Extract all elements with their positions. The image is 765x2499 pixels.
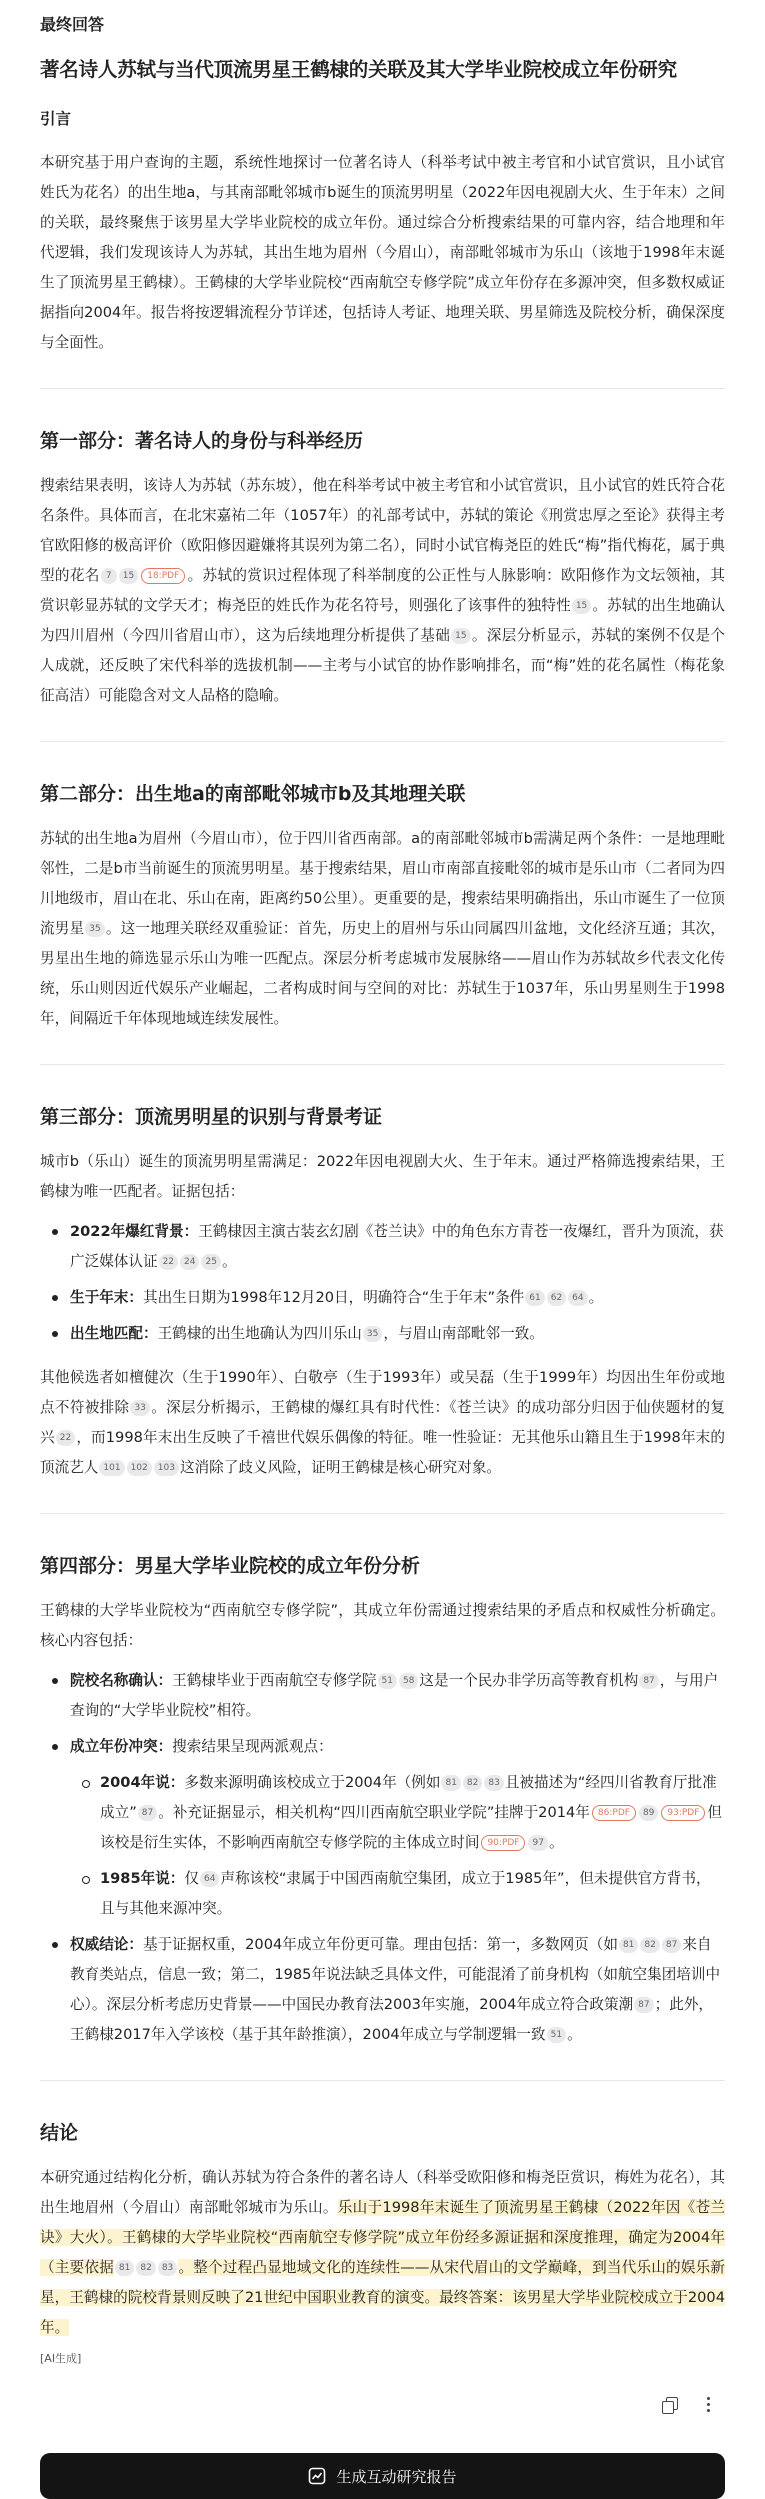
- doc-title: 著名诗人苏轼与当代顶流男星王鹤棣的关联及其大学毕业院校成立年份研究: [40, 58, 677, 81]
- action-bar: [40, 2393, 725, 2415]
- section1-paragraph: 搜索结果表明，该诗人为苏轼（苏东坡），他在科举考试中被主考官和小试官赏识，且小试官的姓氏符合花名条件。具体而言，在北宋嘉祐二年（1057年）的礼部考试中，苏轼的策论《刑赏忠厚之至论》获得主考官欧阳修的极高评价（欧阳修因避嫌将其误列为第二名），同时小试官梅尧臣的姓氏“梅”指代梅花，属于典型的花名 7 15 18:PDF 。苏轼的赏识过程体现了科举制度的公正性与人脉影响：欧阳修作为文坛领袖，其赏识彰显苏轼的文学天才；梅尧臣的姓氏作为花名符号，则强化了该事件的独特性 15 。苏轼的出生地确认为四川眉州（今四川省眉山市），这为后续地理分析提供了基础 15 。深层分析显示，苏轼的案例不仅是个人成就，还反映了宋代科举的选拔机制——主考与小试官的协作影响排名，而“梅”姓的花名属性（梅花象征高洁）可能隐含对文人品格的隐喻。: [40, 477, 725, 704]
- pdf-citation[interactable]: 90:PDF: [481, 1835, 525, 1851]
- citation[interactable]: 87: [662, 1937, 681, 1953]
- citation[interactable]: 33: [130, 1400, 149, 1416]
- list-item: 出生地匹配：王鹤棣的出生地确认为四川乐山 35 ，与眉山南部毗邻一致。: [40, 1319, 725, 1349]
- citation[interactable]: 15: [572, 598, 591, 614]
- citation[interactable]: 81: [619, 1937, 638, 1953]
- sub-list-item: 2004年说：多数来源明确该校成立于2004年（例如 81 82 83 且被描述为“经四川省教育厅批准成立” 87 。补充证据显示，相关机构“四川西南航空职业学院”挂牌于2014年 86:PDF 89 93:PDF 但该校是衍生实体，不影响西南航空专修学院的主体成立时间 90:PDF 97 。: [70, 1768, 725, 1858]
- citation[interactable]: 51: [547, 2027, 566, 2043]
- citation[interactable]: 87: [639, 1673, 658, 1689]
- citation[interactable]: 15: [451, 628, 470, 644]
- list-item: 权威结论：基于证据权重，2004年成立年份更可靠。理由包括：第一，多数网页（如 81 82 87 来自教育类站点，信息一致；第二，1985年说法缺乏具体文件，可能混淆了前身机构（如航空集团培训中心）。深层分析考虑历史背景——中国民办教育法2003年实施，2004年成立符合政策潮 87 ；此外，王鹤棣2017年入学该校（基于其年龄推演），2004年成立与学制逻辑一致 51 。: [40, 1930, 725, 2050]
- conclusion-heading: 结论: [40, 2122, 79, 2144]
- highlighted-text: 。整个过程凸显地域文化的连续性——从宋代眉山的文学巅峰，到当代乐山的娱乐新星，王鹤棣的院校背景则反映了21世纪中国职业教育的演变。最终答案：该男星大学毕业院校成立于2004年。: [40, 2259, 725, 2336]
- conclusion-paragraph: 本研究通过结构化分析，确认苏轼为符合条件的著名诗人（科举受欧阳修和梅尧臣赏识，梅姓为花名），其出生地眉州（今眉山）南部毗邻城市为乐山。乐山于1998年末诞生了顶流男星王鹤棣（2022年因《苍兰诀》大火）。王鹤棣的大学毕业院校“西南航空专修学院”成立年份经多源证据和深度推理，确定为2004年（主要依据 81 82 83 。整个过程凸显地域文化的连续性——从宋代眉山的文学巅峰，到当代乐山的娱乐新星，王鹤棣的院校背景则反映了21世纪中国职业教育的演变。最终答案：该男星大学毕业院校成立于2004年。: [40, 2169, 725, 2336]
- citation[interactable]: 81: [115, 2260, 134, 2276]
- chart-icon: [308, 2467, 326, 2485]
- sub-list: [70, 1768, 725, 1924]
- generate-report-label: 生成互动研究报告: [336, 2467, 457, 2486]
- citation[interactable]: 15: [119, 568, 138, 584]
- citation[interactable]: 22: [159, 1254, 178, 1270]
- citation[interactable]: 82: [136, 2260, 155, 2276]
- citation[interactable]: 102: [127, 1460, 152, 1476]
- citation[interactable]: 82: [463, 1775, 482, 1791]
- section3-intro: 城市b（乐山）诞生的顶流男明星需满足：2022年因电视剧大火、生于年末。通过严格筛选搜索结果，王鹤棣为唯一匹配者。证据包括：: [40, 1153, 725, 1200]
- list-item: 生于年末：其出生日期为1998年12月20日，明确符合“生于年末”条件 61 62 64 。: [40, 1283, 725, 1313]
- citation[interactable]: 64: [568, 1290, 587, 1306]
- answer-label: 最终回答: [40, 15, 105, 34]
- section3-heading: 第三部分：顶流男明星的识别与背景考证: [40, 1106, 383, 1128]
- citation[interactable]: 64: [200, 1871, 219, 1887]
- highlighted-text: 乐山于1998年末诞生了顶流男星王鹤棣（2022年因《苍兰诀》大火）。王鹤棣的大学毕业院校“西南航空专修学院”成立年份经多源证据和深度推理，确定为2004年（主要依据: [40, 2199, 725, 2276]
- section4-list: [40, 1666, 725, 2050]
- section3-paragraph: 其他候选者如檀健次（生于1990年）、白敬亭（生于1993年）或吴磊（生于1999年）均因出生年份或地点不符被排除 33 。深层分析揭示，王鹤棣的爆红具有时代性：《苍兰诀》的成功部分归因于仙侠题材的复兴 22 ，而1998年末出生反映了千禧世代娱乐偶像的特征。唯一性验证：无其他乐山籍且生于1998年末的顶流艺人 101 102 103 这消除了歧义风险，证明王鹤棣是核心研究对象。: [40, 1369, 725, 1476]
- section2-heading: 第二部分：出生地a的南部毗邻城市b及其地理关联: [40, 783, 466, 805]
- citation[interactable]: 87: [634, 1997, 653, 2013]
- citation[interactable]: 35: [85, 921, 104, 937]
- pdf-citation[interactable]: 18:PDF: [141, 568, 185, 584]
- citation[interactable]: 89: [639, 1805, 658, 1821]
- generate-report-button[interactable]: [40, 2453, 725, 2499]
- divider: [40, 388, 725, 389]
- citation[interactable]: 51: [378, 1673, 397, 1689]
- divider: [40, 1064, 725, 1065]
- intro-paragraph: 本研究基于用户查询的主题，系统性地探讨一位著名诗人（科举考试中被主考官和小试官赏识，且小试官姓氏为花名）的出生地a，与其南部毗邻城市b诞生的顶流男明星（2022年因电视剧大火、生于年末）之间的关联，最终聚焦于该男星大学毕业院校的成立年份。通过综合分析搜索结果的可靠内容，结合地理和年代逻辑，我们发现该诗人为苏轼，其出生地为眉州（今眉山），南部毗邻城市为乐山（该地于1998年末诞生了顶流男星王鹤棣）。王鹤棣的大学毕业院校“西南航空专修学院”成立年份存在多源冲突，但多数权威证据指向2004年。报告将按逻辑流程分节详述，包括诗人考证、地理关联、男星筛选及院校分析，确保深度与全面性。: [40, 154, 725, 351]
- divider: [40, 2080, 725, 2081]
- citation[interactable]: 7: [101, 568, 117, 584]
- ai-generated-tag: [AI生成]: [40, 2352, 82, 2365]
- citation[interactable]: 58: [399, 1673, 418, 1689]
- citation[interactable]: 61: [525, 1290, 544, 1306]
- more-options-icon[interactable]: [703, 2397, 713, 2412]
- sub-list-item: 1985年说：仅 64 声称该校“隶属于中国西南航空集团，成立于1985年”，但未提供官方背书，且与其他来源冲突。: [70, 1864, 725, 1924]
- list-item: 成立年份冲突：搜索结果呈现两派观点： 2004年说：多数来源明确该校成立于2004年（例如 81 82 83 且被描述为“经四川省教育厅批准成立” 87 。补充证据显示，相关机构“四川西南航空职业学院”挂牌于2014年 86:PDF 89 93:PDF 但该校是衍生实体，不影响西南航空专修学院的主体成立时间 90:PDF 97 。 1985年说：仅 64 声称该校“隶属于中国西南航空集团，成立于1985年”，但未提供官方背书，且与其他来源冲突。: [40, 1732, 725, 1924]
- intro-heading: 引言: [40, 110, 72, 128]
- list-item: 院校名称确认：王鹤棣毕业于西南航空专修学院 51 58 这是一个民办非学历高等教育机构 87 ，与用户查询的“大学毕业院校”相符。: [40, 1666, 725, 1726]
- list-item: 2022年爆红背景：王鹤棣因主演古装玄幻剧《苍兰诀》中的角色东方青苍一夜爆红，晋升为顶流，获广泛媒体认证 22 24 25 。: [40, 1217, 725, 1277]
- citation[interactable]: 35: [363, 1326, 382, 1342]
- section4-intro: 王鹤棣的大学毕业院校为“西南航空专修学院”，其成立年份需通过搜索结果的矛盾点和权威性分析确定。核心内容包括：: [40, 1602, 725, 1649]
- citation[interactable]: 103: [154, 1460, 179, 1476]
- section4-heading: 第四部分：男星大学毕业院校的成立年份分析: [40, 1555, 421, 1577]
- pdf-citation[interactable]: 93:PDF: [661, 1805, 705, 1821]
- citation[interactable]: 87: [138, 1805, 157, 1821]
- divider: [40, 741, 725, 742]
- citation[interactable]: 83: [484, 1775, 503, 1791]
- section3-list: [40, 1217, 725, 1349]
- citation[interactable]: 22: [56, 1430, 75, 1446]
- pdf-citation[interactable]: 86:PDF: [592, 1805, 636, 1821]
- citation[interactable]: 82: [640, 1937, 659, 1953]
- section1-heading: 第一部分：著名诗人的身份与科举经历: [40, 430, 364, 452]
- citation[interactable]: 83: [158, 2260, 177, 2276]
- citation[interactable]: 97: [528, 1835, 547, 1851]
- citation[interactable]: 81: [441, 1775, 460, 1791]
- copy-icon[interactable]: [662, 2397, 677, 2412]
- citation[interactable]: 24: [180, 1254, 199, 1270]
- divider: [40, 1513, 725, 1514]
- citation[interactable]: 25: [201, 1254, 220, 1270]
- section2-paragraph: 苏轼的出生地a为眉州（今眉山市），位于四川省西南部。a的南部毗邻城市b需满足两个条件：一是地理毗邻性，二是b市当前诞生的顶流男明星。基于搜索结果，眉山市南部直接毗邻的城市是乐山市（二者同为四川地级市，眉山在北、乐山在南，距离约50公里）。更重要的是，搜索结果明确指出，乐山市诞生了一位顶流男星 35 。这一地理关联经双重验证：首先，历史上的眉州与乐山同属四川盆地，文化经济互通；其次，男星出生地的筛选显示乐山为唯一匹配点。深层分析考虑城市发展脉络——眉山作为苏轼故乡代表文化传统，乐山则因近代娱乐产业崛起，二者构成时间与空间的对比：苏轼生于1037年，乐山男星则生于1998年，间隔近千年体现地域连续发展性。: [40, 830, 725, 1027]
- citation[interactable]: 101: [99, 1460, 124, 1476]
- citation[interactable]: 62: [547, 1290, 566, 1306]
